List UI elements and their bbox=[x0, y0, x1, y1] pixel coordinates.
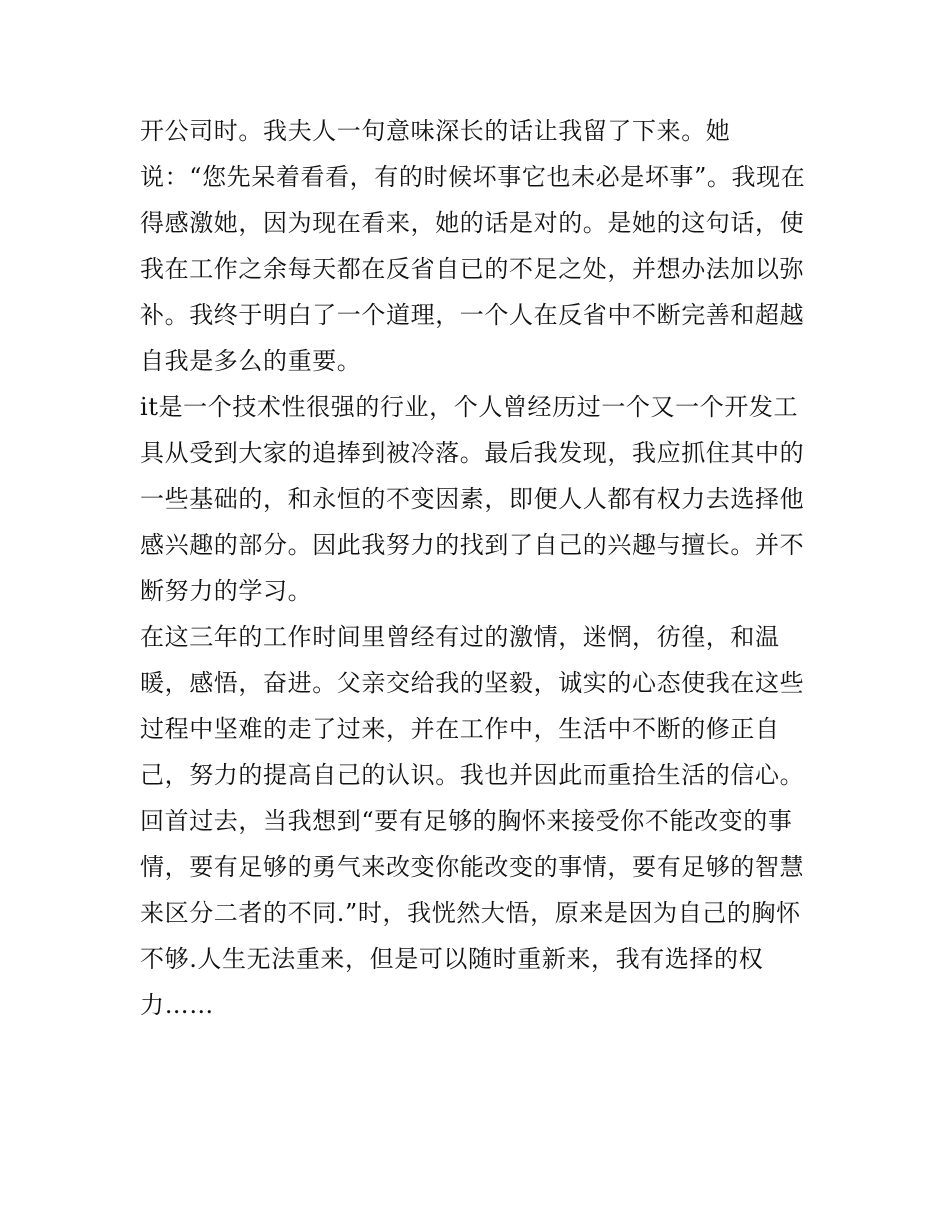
text-line: 来区分二者的不同.”时，我恍然大悟，原来是因为自己的胸怀 bbox=[140, 899, 801, 927]
text-line: 在这三年的工作时间里曾经有过的激情，迷惘，彷徨，和温 bbox=[140, 623, 780, 651]
text-line: 暖，感悟，奋进。父亲交给我的坚毅，诚实的心态使我在这些 bbox=[140, 669, 805, 697]
text-line: 具从受到大家的追捧到被冷落。最后我发现，我应抓住其中的 bbox=[140, 439, 805, 467]
text-line: 感兴趣的部分。因此我努力的找到了自己的兴趣与擅长。并不 bbox=[140, 531, 805, 559]
document-body bbox=[140, 108, 820, 1028]
text-line: 断努力的学习。 bbox=[140, 577, 313, 605]
text-line: 说：“您先呆着看看，有的时候坏事它也未必是坏事”。我现在 bbox=[140, 163, 806, 191]
text-line: 我在工作之余每天都在反省自已的不足之处，并想办法加以弥 bbox=[140, 255, 805, 283]
paragraph-reflection bbox=[140, 108, 820, 384]
text-line: 自我是多么的重要。 bbox=[140, 347, 362, 375]
text-line: 不够.人生无法重来，但是可以随时重新来，我有选择的权 bbox=[140, 945, 764, 973]
paragraph-it-industry bbox=[140, 384, 820, 614]
text-line: it是一个技术性很强的行业，个人曾经历过一个又一个开发工 bbox=[140, 393, 799, 421]
text-line: 过程中坚难的走了过来，并在工作中，生活中不断的修正自 bbox=[140, 715, 780, 743]
paragraph-three-years bbox=[140, 614, 820, 1028]
text-line: 回首过去，当我想到“要有足够的胸怀来接受你不能改变的事 bbox=[140, 807, 793, 835]
text-line: 得感激她，因为现在看来，她的话是对的。是她的这句话，使 bbox=[140, 209, 805, 237]
text-line: 补。我终于明白了一个道理，一个人在反省中不断完善和超越 bbox=[140, 301, 805, 329]
text-line: 情，要有足够的勇气来改变你能改变的事情，要有足够的智慧 bbox=[140, 853, 805, 881]
text-line: 一些基础的，和永恒的不变因素，即便人人都有权力去选择他 bbox=[140, 485, 805, 513]
text-line: 己，努力的提高自己的认识。我也并因此而重拾生活的信心。 bbox=[140, 761, 805, 789]
text-line: 开公司时。我夫人一句意味深长的话让我留了下来。她 bbox=[140, 117, 731, 145]
text-line: 力…… bbox=[140, 991, 214, 1019]
